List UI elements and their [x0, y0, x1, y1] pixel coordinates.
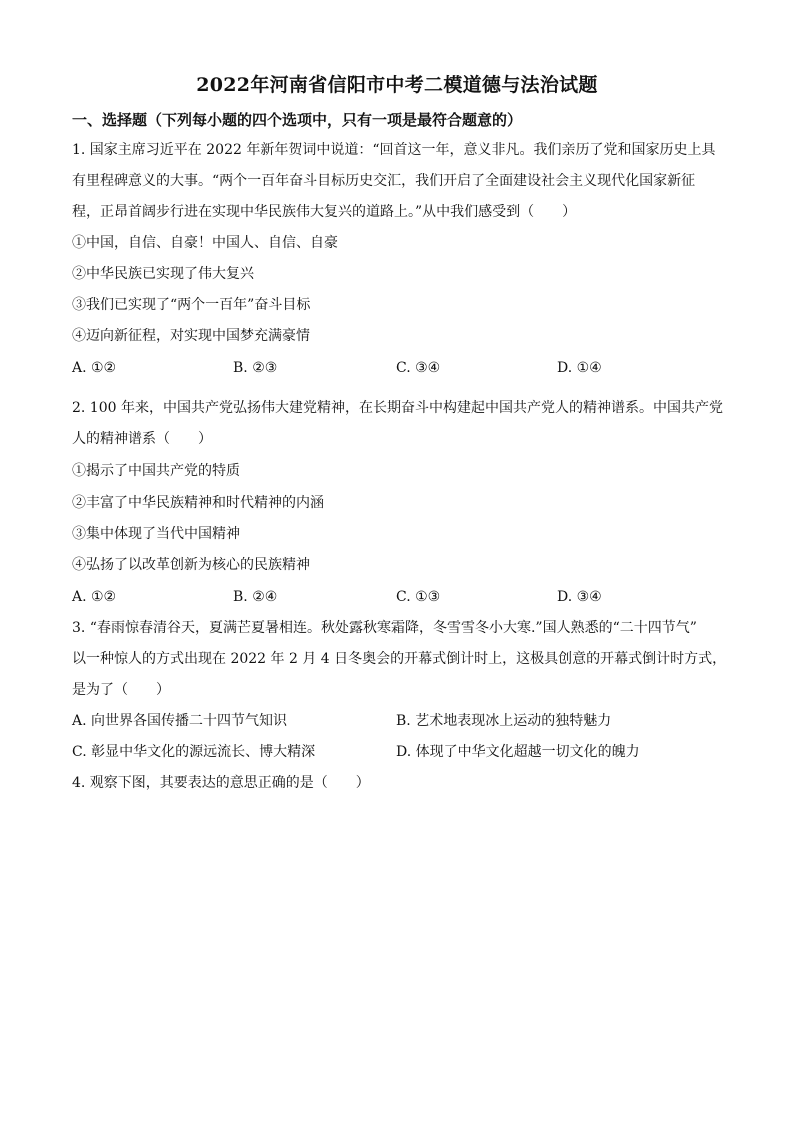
question-3-choice-d: D. 体现了中华文化超越一切文化的魄力	[396, 744, 640, 760]
question-2-statement-2: ②丰富了中华民族精神和时代精神的内涵	[72, 495, 324, 511]
question-1-choice-a: A. ①②	[72, 360, 117, 376]
question-2-statement-1: ①揭示了中国共产党的特质	[72, 463, 240, 479]
page-title: 2022年河南省信阳市中考二模道德与法治试题	[196, 74, 598, 96]
question-3-line-2: 以一种惊人的方式出现在 2022 年 2 月 4 日冬奥会的开幕式倒计时上，这极具创意的开幕式倒计时方式，	[72, 651, 727, 667]
question-1-choice-d: D. ①④	[557, 360, 602, 376]
question-2-choice-a: A. ①②	[72, 589, 117, 605]
question-3-line-1: 3. “春雨惊春清谷天，夏满芒夏暑相连。秋处露秋寒霜降，冬雪雪冬小大寒.”国人熟悉的“二十四节气”	[72, 620, 697, 636]
question-2-choice-d: D. ③④	[557, 589, 602, 605]
question-2-choice-c: C. ①③	[396, 589, 441, 605]
question-4-line-1: 4. 观察下图，其要表达的意思正确的是（ ）	[72, 775, 370, 791]
question-3-line-3: 是为了（ ）	[72, 682, 170, 698]
question-2-line-2: 人的精神谱系（ ）	[72, 431, 212, 447]
question-1-choice-b: B. ②③	[233, 360, 278, 376]
question-1-statement-2: ②中华民族已实现了伟大复兴	[72, 266, 254, 282]
question-3-choice-c: C. 彰显中华文化的源远流长、博大精深	[72, 744, 316, 760]
question-1-line-3: 程，正昂首阔步行进在实现中华民族伟大复兴的道路上。”从中我们感受到（ ）	[72, 204, 577, 220]
section-heading: 一、选择题（下列每小题的四个选项中，只有一项是最符合题意的）	[72, 111, 523, 129]
question-2-statement-4: ④弘扬了以改革创新为核心的民族精神	[72, 557, 310, 573]
question-1-statement-3: ③我们已实现了“两个一百年”奋斗目标	[72, 297, 311, 313]
question-1-line-2: 有里程碑意义的大事。“两个一百年奋斗目标历史交汇，我们开启了全面建设社会主义现代化国家新征	[72, 173, 696, 189]
question-3-choice-a: A. 向世界各国传播二十四节气知识	[72, 713, 288, 729]
question-1-statement-4: ④迈向新征程，对实现中国梦充满豪情	[72, 328, 310, 344]
question-2-statement-3: ③集中体现了当代中国精神	[72, 526, 240, 542]
question-1-line-1: 1. 国家主席习近平在 2022 年新年贺词中说道：“回首这一年，意义非凡。我们亲历了党和国家历史上具	[72, 142, 716, 158]
question-2-line-1: 2. 100 年来，中国共产党弘扬伟大建党精神，在长期奋斗中构建起中国共产党人的精神谱系。中国共产党	[72, 400, 723, 416]
question-3-choice-b: B. 艺术地表现冰上运动的独特魅力	[396, 713, 612, 729]
question-2-choice-b: B. ②④	[233, 589, 278, 605]
question-1-choice-c: C. ③④	[396, 360, 441, 376]
question-1-statement-1: ①中国，自信、自豪！中国人、自信、自豪	[72, 235, 338, 251]
